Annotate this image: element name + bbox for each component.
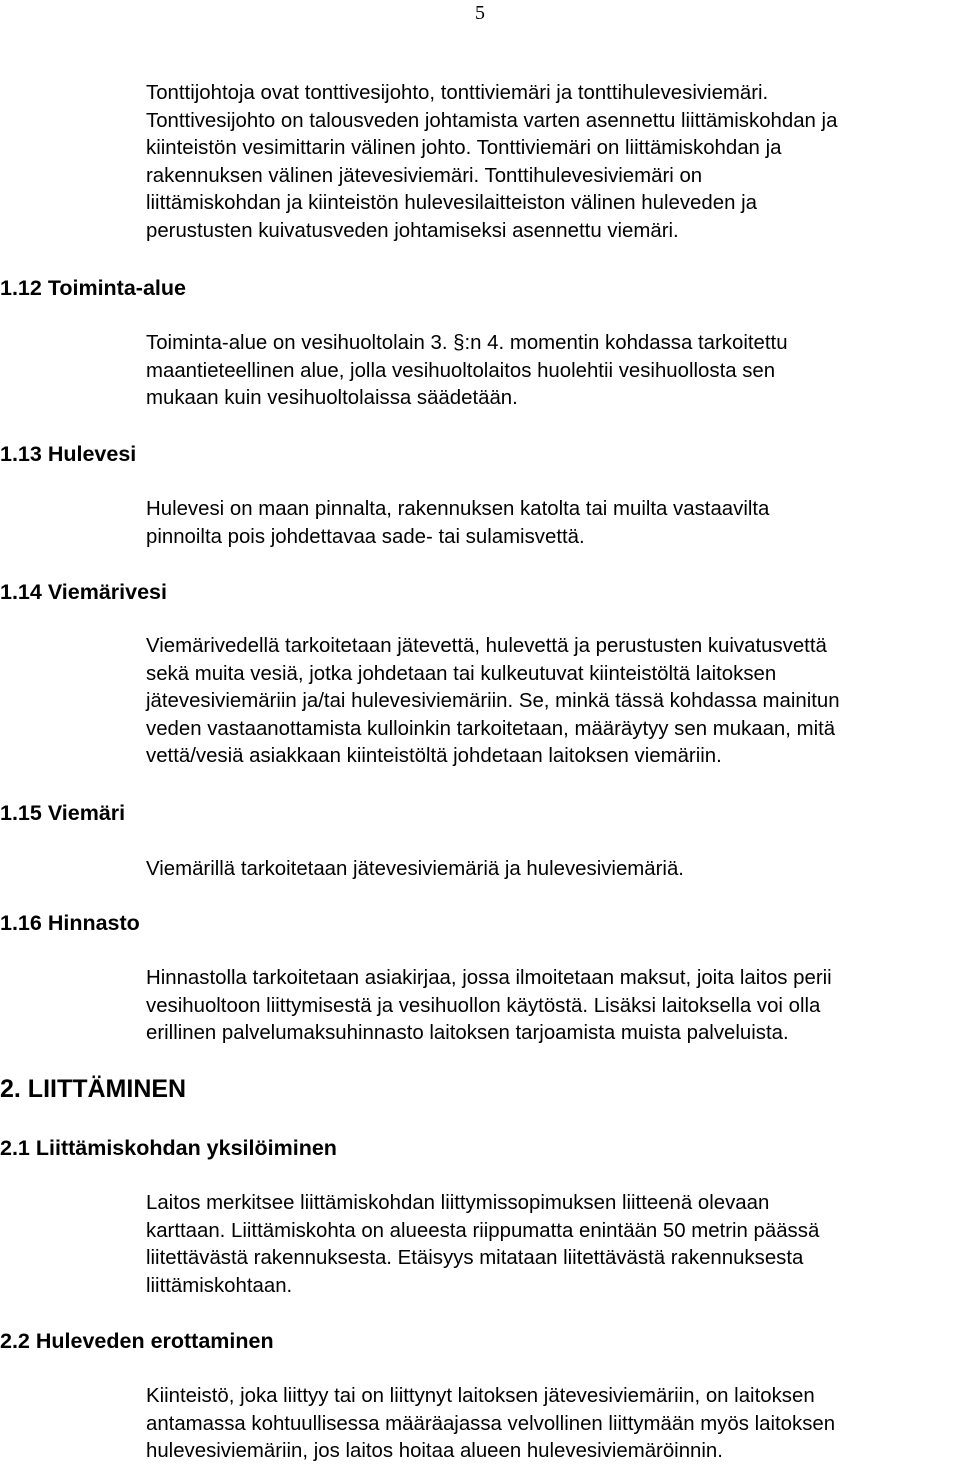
heading-2-2-huleveden-erottaminen: 2.2 Huleveden erottaminen [0,1329,274,1353]
heading-2-1-liittamiskohdan-yksiloiminen: 2.1 Liittämiskohdan yksilöiminen [0,1136,337,1160]
heading-1-16-hinnasto: 1.16 Hinnasto [0,911,140,935]
paragraph-toiminta-alue: Toiminta-alue on vesihuoltolain 3. §:n 4. momentin kohdassa tarkoitettu maantieteellinen alue, jolla vesihuoltolaitos huolehtii vesihuollosta sen mukaan kuin vesihuoltolaissa säädetään. [146,332,788,409]
heading-1-14-viemarivesi: 1.14 Viemärivesi [0,580,167,604]
heading-1-12-toiminta-alue: 1.12 Toiminta-alue [0,276,186,300]
paragraph-tonttijohdot: Tonttijohtoja ovat tonttivesijohto, tonttiviemäri ja tonttihulevesiviemäri. Tonttivesijohto on talousveden johtamista varten asennettu liittämiskohdan ja kiinteistön vesimittarin välinen johto. Tonttiviemäri on liittämiskohdan ja rakennuksen välinen jätevesiviemäri. Tonttihulevesiviemäri on liittämiskohdan ja kiinteistön hulevesilaitteiston välinen huleveden ja perustusten kuivatusveden johtamiseksi asennettu viemäri. [146,82,838,242]
heading-1-15-viemari: 1.15 Viemäri [0,801,126,825]
paragraph-liittamiskohta: Laitos merkitsee liittämiskohdan liittymissopimuksen liitteenä olevaan karttaan. Liittämiskohta on alueesta riippumatta enintään 50 metrin päässä liitettävästä rakennuksesta. Etäisyys mitataan liitettävästä rakennuksesta liittämiskohtaan. [146,1192,820,1297]
paragraph-hinnasto: Hinnastolla tarkoitetaan asiakirjaa, jossa ilmoitetaan maksut, joita laitos perii vesihuoltoon liittymisestä ja vesihuollon käytöstä. Lisäksi laitoksella voi olla erillinen palvelumaksuhinnasto laitoksen tarjoamista muista palveluista. [146,967,832,1044]
paragraph-viemari: Viemärillä tarkoitetaan jätevesiviemäriä ja hulevesiviemäriä. [146,858,684,880]
heading-1-13-hulevesi: 1.13 Hulevesi [0,442,137,466]
page-number: 5 [475,2,485,24]
heading-2-liittaminen: 2. LIITTÄMINEN [0,1075,187,1103]
paragraph-huleveden-erottaminen: Kiinteistö, joka liittyy tai on liittynyt laitoksen jätevesiviemäriin, on laitoksen antamassa kohtuullisessa määräajassa velvollinen liittymään myös laitoksen hulevesiviemäriin, jos laitos hoitaa alueen hulevesiviemäröinnin. [146,1385,836,1462]
paragraph-viemarivesi: Viemärivedellä tarkoitetaan jätevettä, hulevettä ja perustusten kuivatusvettä sekä muita vesiä, jotka johdetaan tai kulkeutuvat kiinteistöltä laitoksen jätevesiviemäriin ja/tai hulevesiviemäriin. Se, minkä tässä kohdassa mainitun veden vastaanottamista kulloinkin tarkoitetaan, määräytyy sen mukaan, mitä vettä/vesiä asiakkaan kiinteistöltä johdetaan laitoksen viemäriin. [146,635,840,767]
paragraph-hulevesi: Hulevesi on maan pinnalta, rakennuksen katolta tai muilta vastaavilta pinnoilta pois johdettavaa sade- tai sulamisvettä. [146,498,770,548]
